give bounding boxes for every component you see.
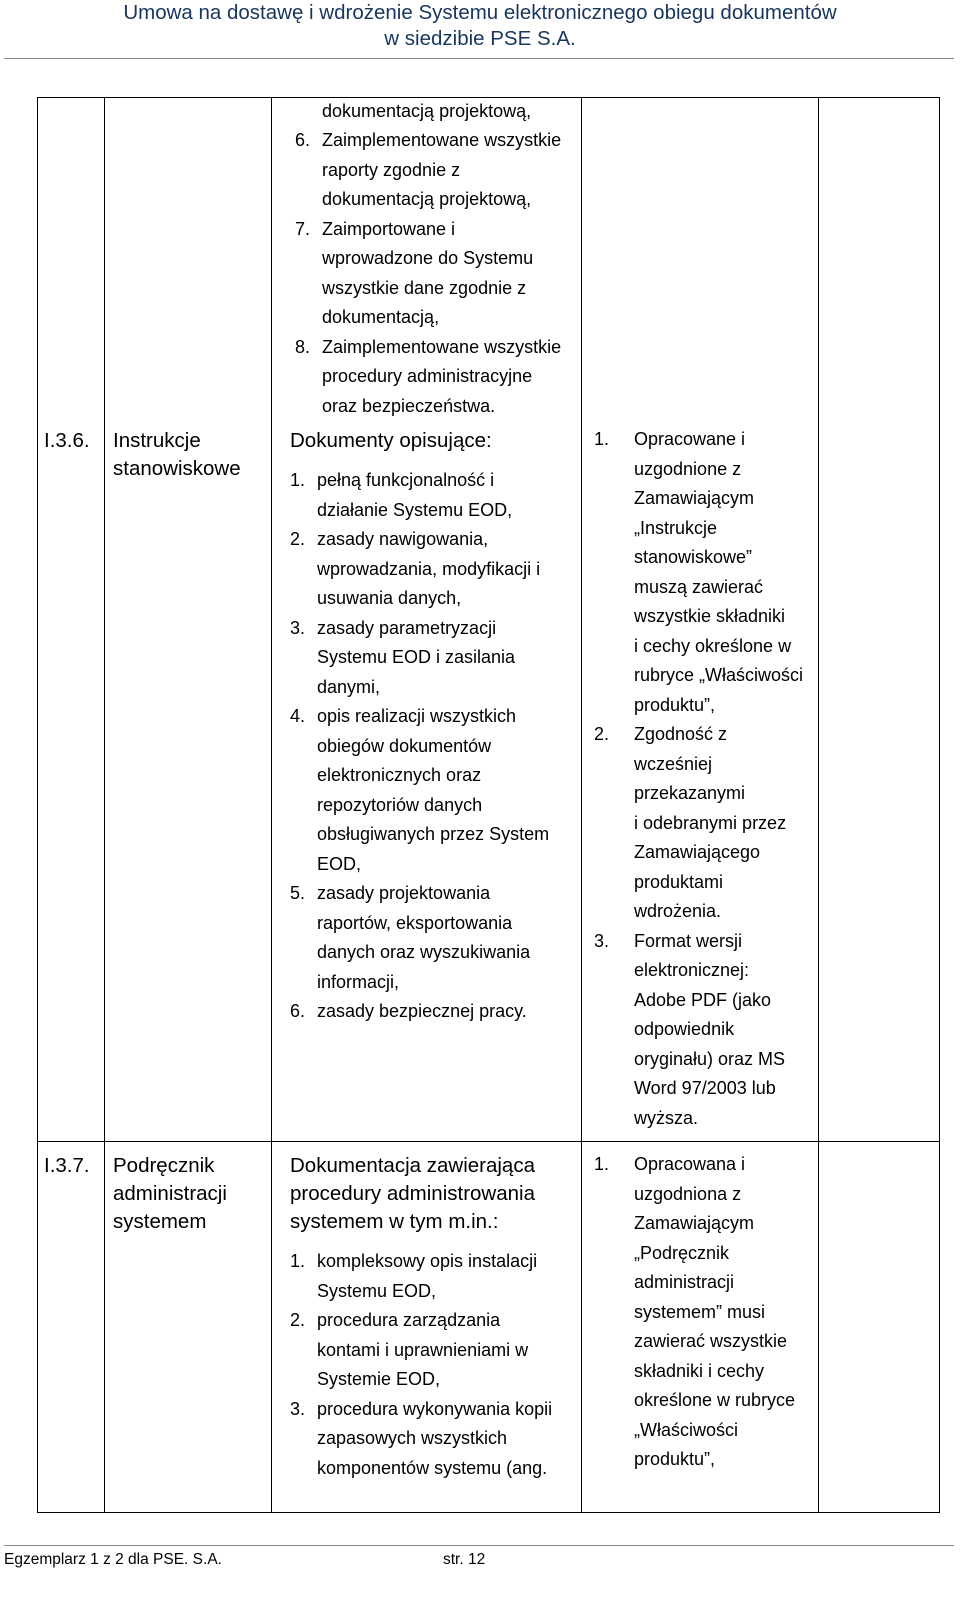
text-line: składniki i cechy xyxy=(634,1360,765,1381)
text-line: Systemu EOD, xyxy=(317,1280,437,1301)
text-line: systemem w tym m.in.: xyxy=(290,1210,499,1233)
text-line: Zamawiającego xyxy=(634,842,761,862)
text-line: wszystkie składniki xyxy=(634,606,786,626)
text-line: Word 97/2003 lub xyxy=(634,1078,776,1098)
text-line: wszystkie dane zgodnie z xyxy=(322,277,527,298)
row-items xyxy=(290,466,575,1027)
row-heading: Dokumenty opisujące: xyxy=(290,429,492,452)
row-heading xyxy=(290,1152,545,1236)
list-item xyxy=(295,126,580,215)
list-item xyxy=(295,215,580,333)
text-line: oryginału) oraz MS xyxy=(634,1048,786,1069)
text-line: pełną funkcjonalność i xyxy=(317,470,495,490)
text-line: systemem” musi xyxy=(634,1301,766,1322)
text-line: zasady bezpiecznej pracy. xyxy=(317,1001,527,1021)
text-line: Systemu EOD i zasilania xyxy=(317,647,516,667)
text-line: działanie Systemu EOD, xyxy=(317,499,513,520)
text-line: administracji xyxy=(113,1182,227,1205)
list-number: 2. xyxy=(290,529,306,549)
text-line: Dokumentacja zawierająca xyxy=(290,1154,535,1177)
text-line: zasady projektowania xyxy=(317,883,491,903)
list-number: 3. xyxy=(290,617,306,638)
text-line: Format wersji xyxy=(634,930,743,951)
text-line: oraz bezpieczeństwa. xyxy=(322,395,496,416)
list-item xyxy=(290,879,575,997)
list-item xyxy=(594,1150,824,1475)
text-line: wprowadzone do Systemu xyxy=(322,248,534,268)
continuation-lead: dokumentacją projektową, xyxy=(322,101,532,121)
text-line: uzgodniona z xyxy=(634,1183,742,1204)
row-divider xyxy=(37,1141,940,1142)
list-number: 6. xyxy=(295,130,311,150)
footer-page-number: str. 12 xyxy=(443,1551,486,1568)
text-line: muszą zawierać xyxy=(634,576,764,597)
continuation-list xyxy=(295,126,580,421)
text-line: stanowiskowe xyxy=(113,457,241,480)
text-line: repozytoriów danych xyxy=(317,794,483,815)
text-line: zapasowych wszystkich xyxy=(317,1428,508,1448)
text-line: stanowiskowe” xyxy=(634,547,753,567)
text-line: „Instrukcje xyxy=(634,517,718,538)
text-line: obiegów dokumentów xyxy=(317,735,492,756)
text-line: usuwania danych, xyxy=(317,588,462,608)
row-requirements xyxy=(594,1150,824,1475)
text-line: procedury administracyjne xyxy=(322,366,533,386)
text-line: elektronicznych oraz xyxy=(317,765,482,785)
table-border-bottom xyxy=(37,1512,940,1513)
list-number: 5. xyxy=(290,883,306,903)
list-number: 3. xyxy=(594,930,610,951)
text-line: kontami i uprawnieniami w xyxy=(317,1339,529,1360)
header-divider xyxy=(4,58,954,59)
text-line: rubryce „Właściwości xyxy=(634,665,804,685)
text-line: administracji xyxy=(634,1272,735,1292)
text-line: produktu”, xyxy=(634,1449,716,1469)
text-line: Adobe PDF (jako xyxy=(634,989,772,1010)
text-line: przekazanymi xyxy=(634,783,746,803)
row-id: I.3.7. xyxy=(44,1154,90,1177)
text-line: produktu”, xyxy=(634,694,716,715)
text-line: Opracowana i xyxy=(634,1154,746,1174)
list-item xyxy=(290,997,575,1027)
text-line: kompleksowy opis instalacji xyxy=(317,1251,538,1271)
header-title-line1: Umowa na dostawę i wdrożenie Systemu elektronicznego obiegu dokumentów xyxy=(123,1,837,24)
list-item xyxy=(290,1306,575,1395)
column-divider-3 xyxy=(581,97,582,1513)
text-line: raportów, eksportowania xyxy=(317,912,513,933)
text-line: Zaimplementowane wszystkie xyxy=(322,336,562,357)
text-line: „Właściwości xyxy=(634,1419,739,1440)
list-number: 6. xyxy=(290,1001,306,1021)
text-line: Zgodność z xyxy=(634,724,728,744)
list-item xyxy=(290,1395,575,1484)
text-line: określone w rubryce xyxy=(634,1390,796,1410)
footer-copy: Egzemplarz 1 z 2 dla PSE. S.A. xyxy=(4,1551,222,1568)
text-line: elektronicznej: xyxy=(634,960,750,980)
text-line: Zaimplementowane wszystkie xyxy=(322,130,562,150)
page-header xyxy=(0,0,960,52)
text-line: dokumentacją, xyxy=(322,307,440,327)
text-line: danymi, xyxy=(317,676,381,697)
text-line: produktami xyxy=(634,871,724,892)
footer-divider xyxy=(4,1545,954,1546)
column-divider-1 xyxy=(104,97,105,1513)
text-line: Systemie EOD, xyxy=(317,1369,441,1389)
text-line: komponentów systemu (ang. xyxy=(317,1457,548,1478)
list-item xyxy=(290,702,575,879)
text-line: i cechy określone w xyxy=(634,635,792,656)
text-line: Instrukcje xyxy=(113,429,201,452)
row-name xyxy=(113,1152,227,1236)
list-item xyxy=(594,927,824,1134)
text-line: EOD, xyxy=(317,853,362,874)
text-line: procedura zarządzania xyxy=(317,1310,501,1330)
text-line: zasady nawigowania, xyxy=(317,529,489,549)
header-title-line2: w siedzibie PSE S.A. xyxy=(384,27,576,50)
text-line: systemem xyxy=(113,1210,207,1233)
row-requirements xyxy=(594,425,824,1133)
row-id: I.3.6. xyxy=(44,429,90,452)
list-number: 1. xyxy=(594,1154,610,1174)
list-item xyxy=(290,525,575,614)
text-line: uzgodnione z xyxy=(634,458,742,479)
text-line: wprowadzania, modyfikacji i xyxy=(317,558,541,579)
text-line: wcześniej xyxy=(634,753,713,774)
table-border-left xyxy=(37,97,38,1513)
text-line: danych oraz wyszukiwania xyxy=(317,942,531,962)
list-number: 3. xyxy=(290,1398,306,1419)
column-divider-2 xyxy=(271,97,272,1513)
text-line: wyższa. xyxy=(634,1107,699,1128)
text-line: zasady parametryzacji xyxy=(317,617,497,638)
list-item xyxy=(290,614,575,703)
row-items xyxy=(290,1247,575,1483)
text-line: obsługiwanych przez System xyxy=(317,824,550,844)
list-number: 2. xyxy=(290,1310,306,1330)
row-name xyxy=(113,427,241,483)
list-item xyxy=(594,425,824,720)
list-item xyxy=(290,466,575,525)
text-line: i odebranymi przez xyxy=(634,812,787,833)
text-line: zawierać wszystkie xyxy=(634,1331,788,1351)
list-item xyxy=(594,720,824,927)
list-number: 1. xyxy=(290,470,306,490)
text-line: Zamawiającym xyxy=(634,1213,755,1233)
text-line: Zaimportowane i xyxy=(322,218,456,239)
text-line: procedura wykonywania kopii xyxy=(317,1398,553,1419)
text-line: procedury administrowania xyxy=(290,1182,535,1205)
list-item xyxy=(290,1247,575,1306)
text-line: Podręcznik xyxy=(113,1154,215,1177)
list-number: 4. xyxy=(290,706,306,726)
list-number: 1. xyxy=(290,1251,306,1271)
text-line: odpowiednik xyxy=(634,1019,735,1039)
text-line: informacji, xyxy=(317,971,400,992)
text-line: opis realizacji wszystkich xyxy=(317,706,517,726)
list-number: 7. xyxy=(295,218,311,239)
list-number: 2. xyxy=(594,724,610,744)
text-line: Zamawiającym xyxy=(634,488,755,508)
text-line: „Podręcznik xyxy=(634,1242,730,1263)
list-number: 1. xyxy=(594,429,610,449)
text-line: wdrożenia. xyxy=(634,901,722,921)
text-line: dokumentacją projektową, xyxy=(322,189,532,209)
table-border-right xyxy=(939,97,940,1513)
list-number: 8. xyxy=(295,336,311,357)
list-item xyxy=(295,333,580,422)
text-line: Opracowane i xyxy=(634,429,746,449)
text-line: raporty zgodnie z xyxy=(322,159,461,180)
